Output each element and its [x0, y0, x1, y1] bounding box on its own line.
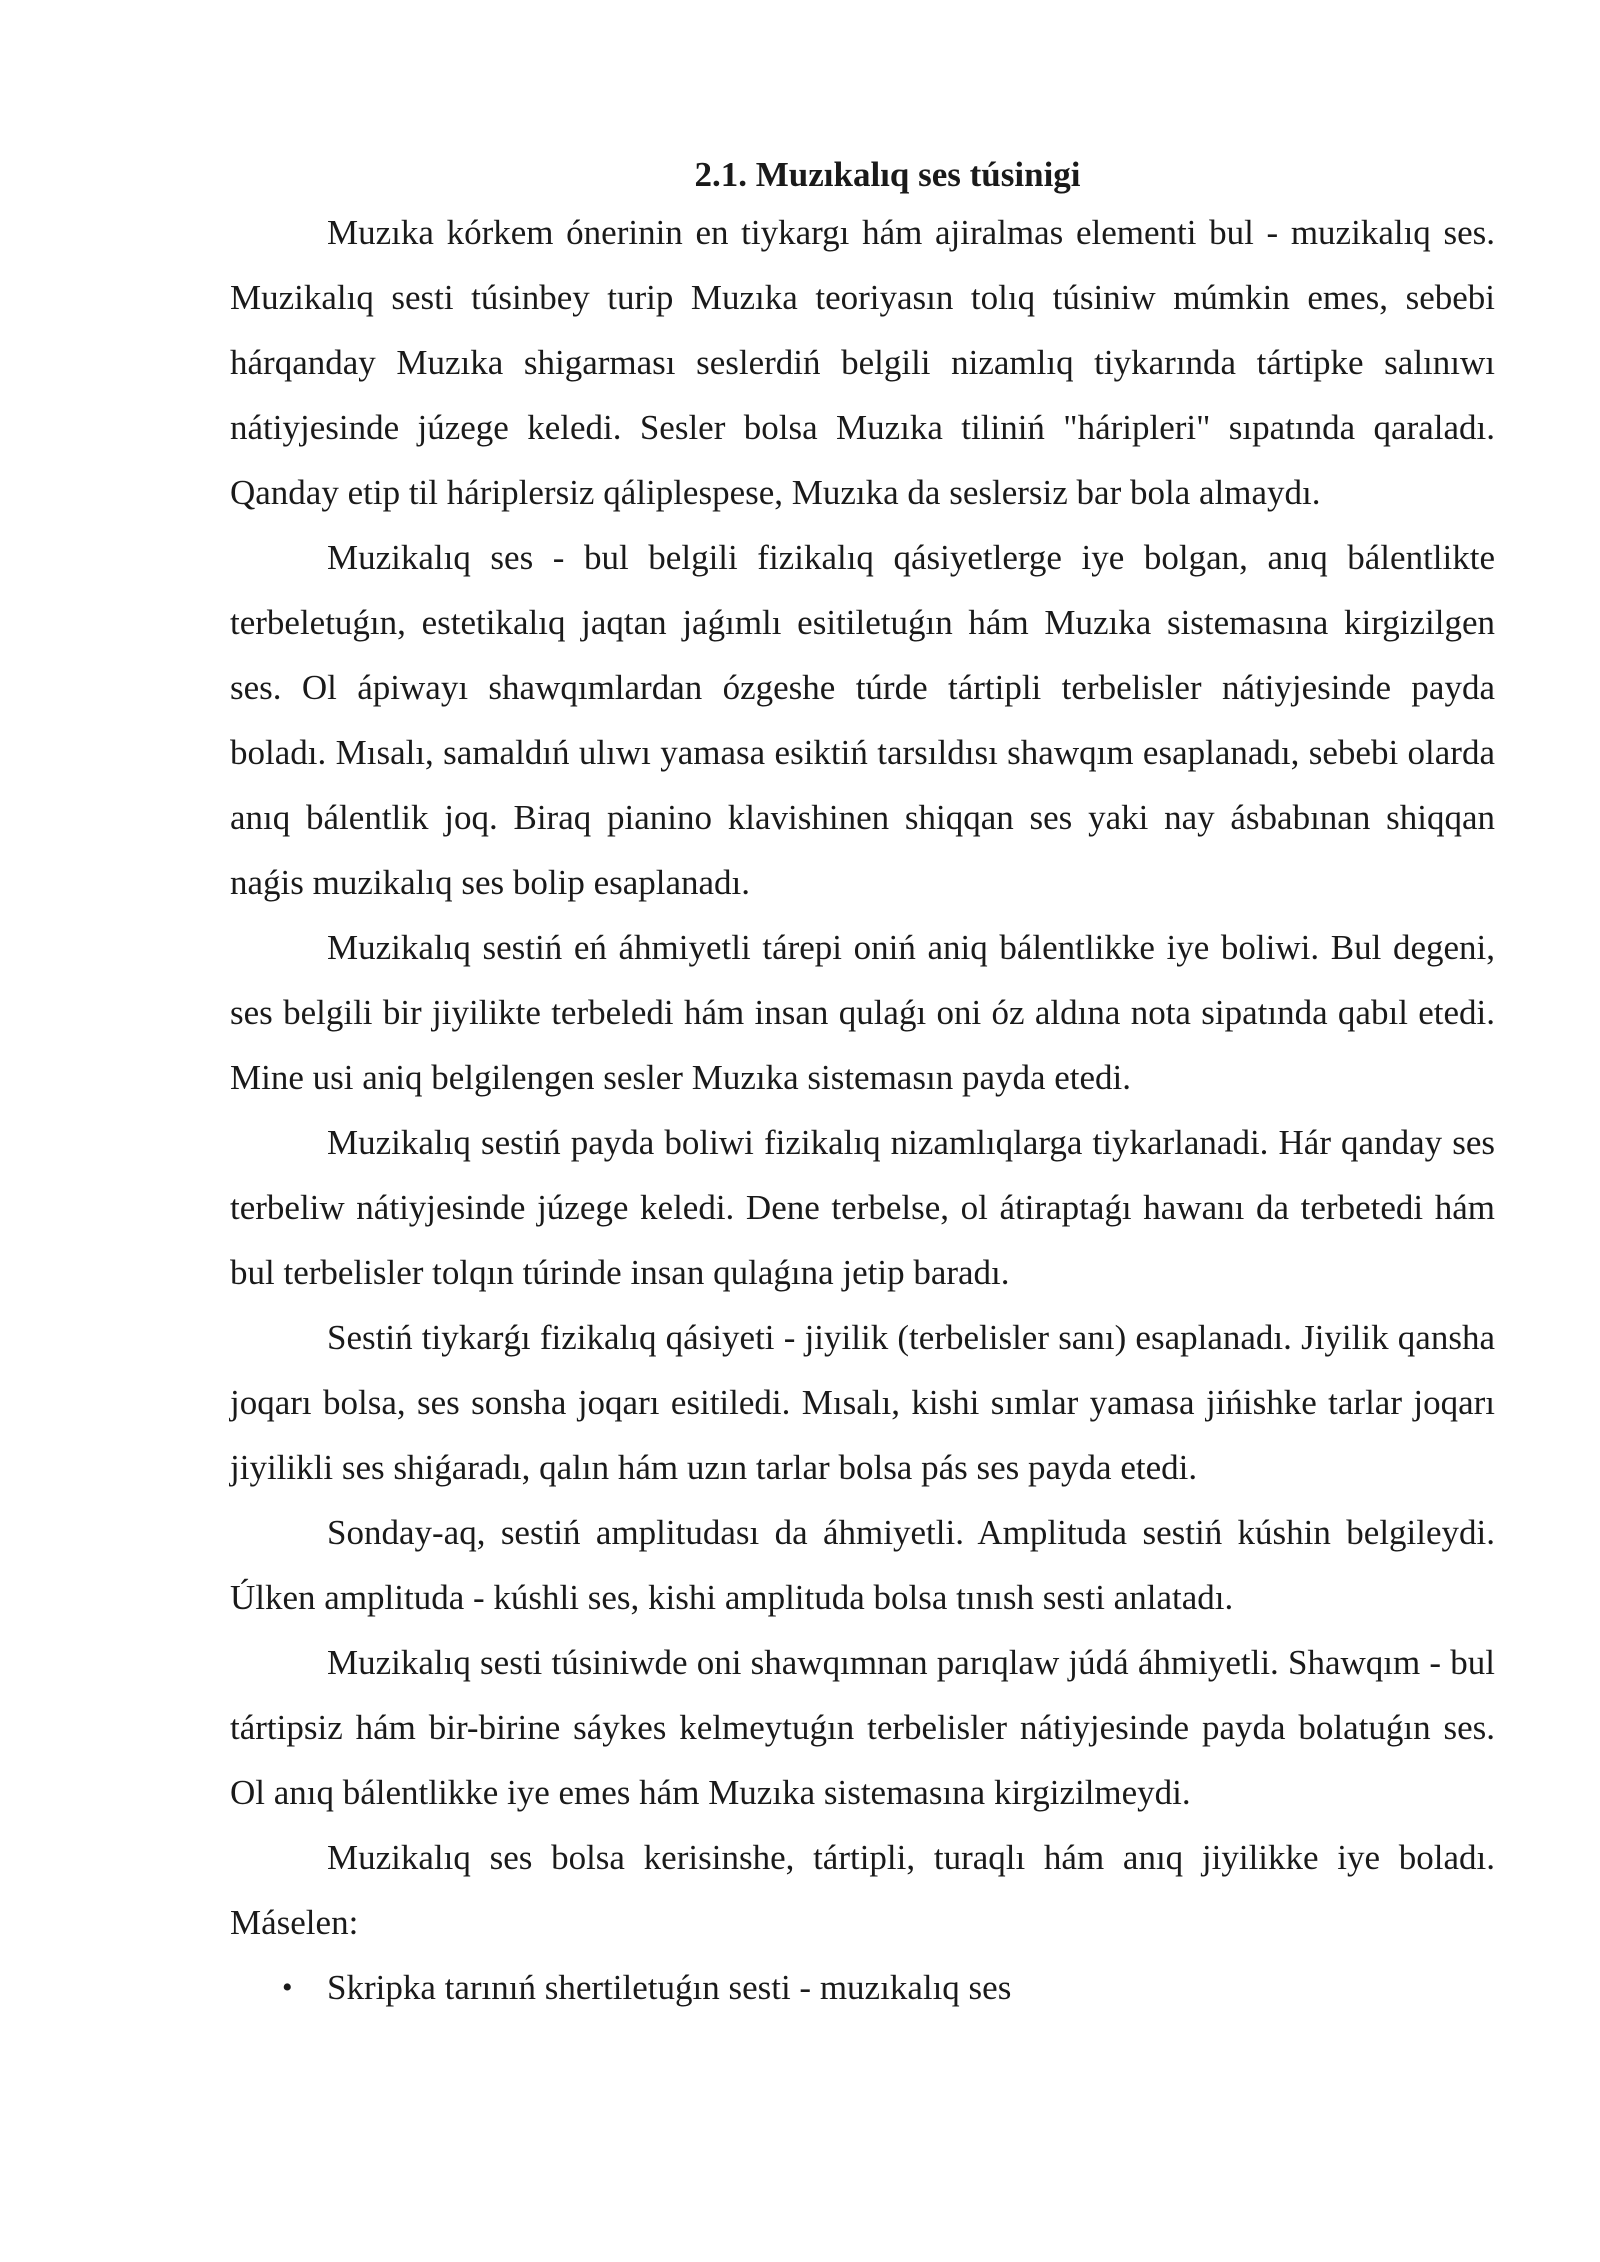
paragraph: Muzikalıq sestiń payda boliwi fizikalıq nizamlıqlarga tiykarlanadi. Hár qanday ses terbeliw nátiyjesinde júzege keledi. Dene terbelse, ol átiraptaǵı hawanı da terbetedi hám bul terbelisler tolqın túrinde insan qulaǵına jetip baradı. [230, 1123, 1495, 1292]
paragraph: Muzikalıq ses bolsa kerisinshe, tártipli, turaqlı hám anıq jiyilikke iye boladı. Máselen: [230, 1838, 1495, 1942]
paragraph: Muzikalıq ses - bul belgili fizikalıq qásiyetlerge iye bolgan, anıq bálentlikte terbeletuǵın, estetikalıq jaqtan jaǵımlı esitiletuǵın hám Muzıka sistemasına kirgizilgen ses. Ol ápiwayı shawqımlardan ózgeshe túrde tártipli terbelisler nátiyjesinde payda boladı. Mısalı, samaldıń ulıwı yamasa esiktiń tarsıldısı shawqım esaplanadı, sebebi olarda anıq bálentlik joq. Biraq pianino klavishinen shiqqan ses yaki nay ásbabınan shiqqan naǵis muzikalıq ses bolip esaplanadı. [230, 538, 1495, 902]
bullet-list [230, 1955, 1495, 2020]
paragraph: Muzıka kórkem ónerinin en tiykargı hám ajiralmas elementi bul - muzikalıq ses. Muzikalıq sesti túsinbey turip Muzıka teoriyasın tolıq túsiniw múmkin emes, sebebi hárqanday Muzıka shigarması seslerdiń belgili nizamlıq tiykarında tártipke salınıwı nátiyjesinde júzege keledi. Sesler bolsa Muzıka tiliniń "háripleri" sıpatında qaraladı. Qanday etip til háriplersiz qáliplespese, Muzıka da seslersiz bar bola almaydı. [230, 213, 1495, 512]
paragraph: Muzikalıq sesti túsiniwde oni shawqımnan parıqlaw júdá áhmiyetli. Shawqım - bul tártipsiz hám bir-birine sáykes kelmeytuǵın terbelisler nátiyjesinde payda bolatuǵın ses. Ol anıq bálentlikke iye emes hám Muzıka sistemasına kirgizilmeydi. [230, 1643, 1495, 1812]
document-content [230, 150, 1495, 2020]
paragraph: Sonday-aq, sestiń amplitudası da áhmiyetli. Amplituda sestiń kúshin belgileydi. Úlken amplituda - kúshli ses, kishi amplituda bolsa tınısh sesti anlatadı. [230, 1513, 1495, 1617]
paragraph: Muzikalıq sestiń eń áhmiyetli tárepi oniń aniq bálentlikke iye boliwi. Bul degeni, ses belgili bir jiyilikte terbeledi hám insan qulaǵı oni óz aldına nota sipatında qabıl etedi. Mine usi aniq belgilengen sesler Muzıka sistemasın payda etedi. [230, 928, 1495, 1097]
list-item [230, 1955, 1495, 2020]
section-heading: 2.1. Muzıkalıq ses túsinigi [694, 155, 1081, 194]
bullet-icon: • [282, 1971, 293, 2004]
list-item-text: Skripka tarınıń shertiletuǵın sesti - muzıkalıq ses [327, 1968, 1012, 2007]
paragraph: Sestiń tiykarǵı fizikalıq qásiyeti - jiyilik (terbelisler sanı) esaplanadı. Jiyilik qansha joqarı bolsa, ses sonsha joqarı esitiledi. Mısalı, kishi sımlar yamasa jińishke tarlar joqarı jiyilikli ses shiǵaradı, qalın hám uzın tarlar bolsa pás ses payda etedi. [230, 1318, 1495, 1487]
